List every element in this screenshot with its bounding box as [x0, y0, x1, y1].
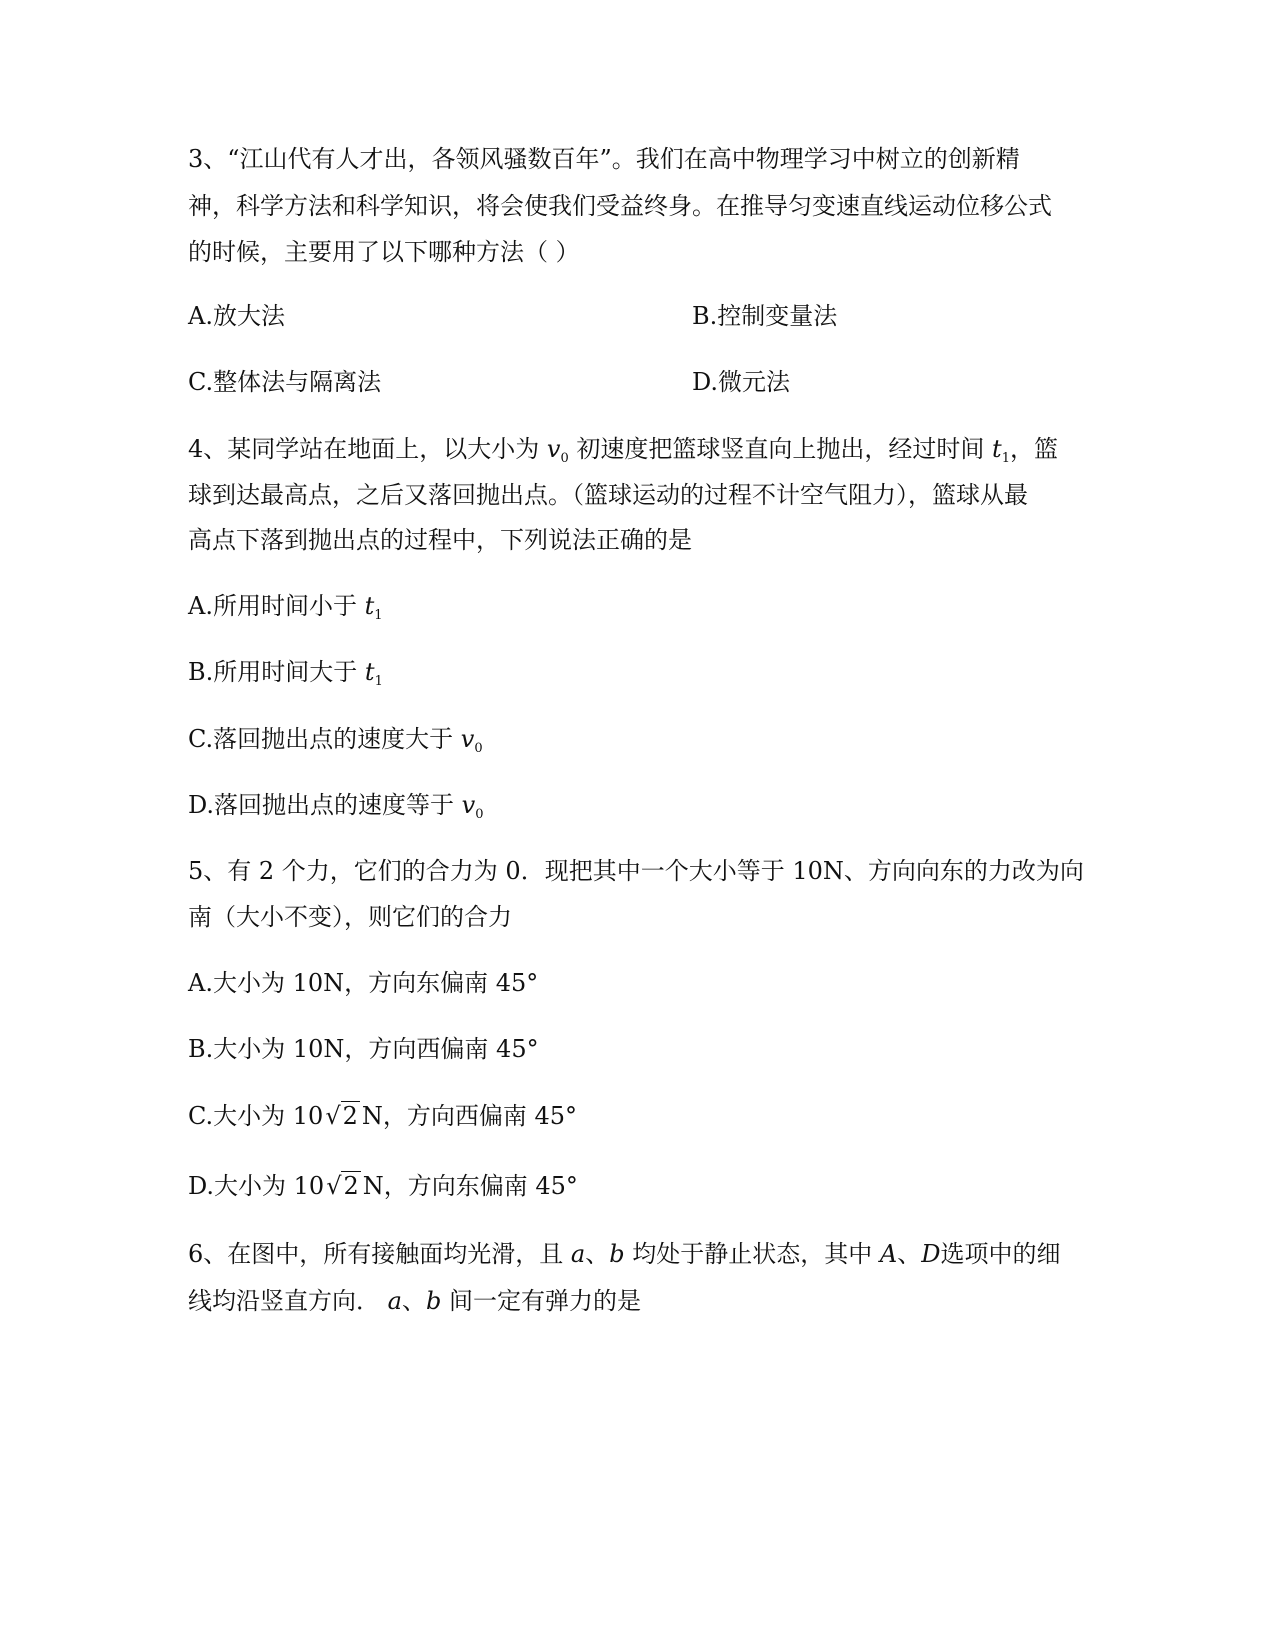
q3-option-c: C.整体法与隔离法: [188, 368, 382, 396]
q4-option-b: B.所用时间大于 $t_1$: [188, 658, 383, 689]
t1-symbol: $t_1$: [992, 435, 1010, 466]
q3-stem-line-2: 神，科学方法和科学知识，将会使我们受益终身。在推导匀变速直线运动位移公式: [188, 192, 1052, 220]
q4-option-a: A.所用时间小于 $t_1$: [188, 592, 383, 623]
sqrt-two: √2: [325, 1102, 358, 1130]
v0-symbol: $v_0$: [546, 435, 569, 466]
q4-stem-text-c: ，篮: [1009, 435, 1058, 463]
q5-stem-line-1: 5、有 2 个力，它们的合力为 0．现把其中一个大小等于 10N、方向向东的力改为向: [188, 857, 1084, 885]
q5-stem-line-2: 南（大小不变），则它们的合力: [188, 903, 512, 931]
q5-option-c: C.大小为 10√2 N，方向西偏南 45°: [188, 1102, 578, 1130]
q6-stem-line-2: 线均沿竖直方向． a、b 间一定有弹力的是: [188, 1287, 641, 1315]
q4-stem-line-2: 球到达最高点，之后又落回抛出点。（篮球运动的过程不计空气阻力），篮球从最: [188, 481, 1028, 509]
q3-stem-line-3: 的时候，主要用了以下哪种方法（ ）: [188, 238, 580, 266]
q3-stem-line-1: 3、“江山代有人才出，各领风骚数百年”。我们在高中物理学习中树立的创新精: [188, 145, 1020, 173]
block-a-label: a: [387, 1287, 402, 1315]
q5-option-b: B.大小为 10N，方向西偏南 45°: [188, 1035, 539, 1063]
q5-option-d: D.大小为 10√2 N，方向东偏南 45°: [188, 1172, 578, 1200]
q5-option-a: A.大小为 10N，方向东偏南 45°: [188, 969, 539, 997]
q6-stem-line-1: 6、在图中，所有接触面均光滑，且 a、b 均处于静止状态，其中 A、D选项中的细: [188, 1240, 1061, 1268]
q3-option-a: A.放大法: [188, 302, 285, 330]
q4-stem-text-b: 初速度把篮球竖直向上抛出，经过时间: [576, 435, 985, 463]
t1-symbol: $t_1$: [364, 592, 383, 623]
q3-option-b: B.控制变量法: [692, 302, 838, 330]
q4-stem-line-3: 高点下落到抛出点的过程中，下列说法正确的是: [188, 526, 692, 554]
q4-option-d: D.落回抛出点的速度等于 $v_0$: [188, 791, 484, 822]
v0-symbol: $v_0$: [460, 725, 483, 756]
q4-stem-line-1: [188, 433, 1058, 475]
t1-symbol: $t_1$: [364, 658, 383, 689]
v0-symbol: $v_0$: [461, 791, 484, 822]
block-b-label: b: [425, 1287, 442, 1315]
sqrt-two: √2: [326, 1172, 359, 1200]
block-a-label: a: [570, 1240, 586, 1268]
option-d-ref: D: [921, 1240, 941, 1268]
q3-option-d: D.微元法: [692, 368, 791, 396]
q4-stem-text-a: 4、某同学站在地面上，以大小为: [188, 435, 540, 463]
option-a-ref: A: [879, 1240, 898, 1268]
block-b-label: b: [609, 1240, 625, 1268]
q4-option-c: C.落回抛出点的速度大于 $v_0$: [188, 725, 483, 756]
